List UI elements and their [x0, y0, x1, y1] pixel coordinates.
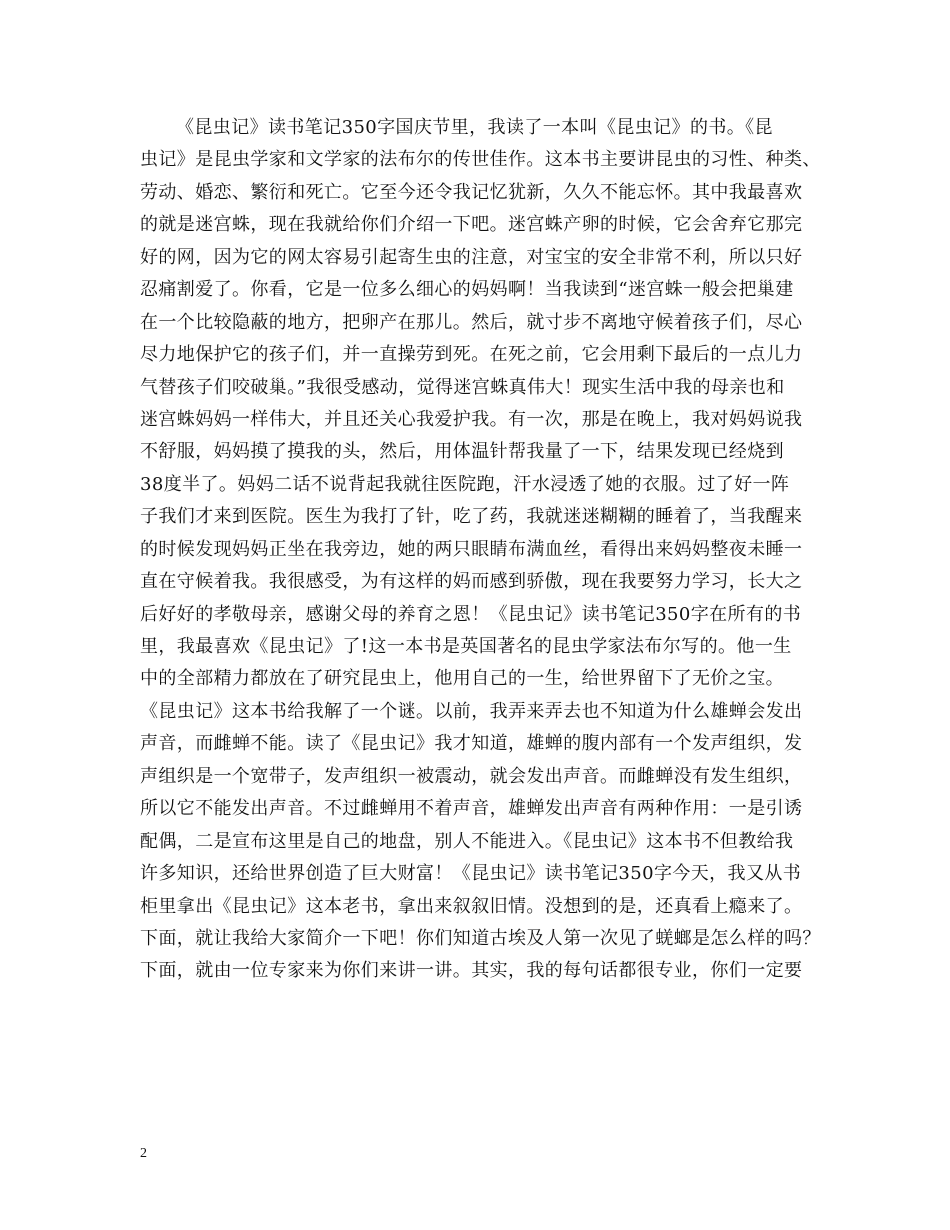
text-line: 《昆虫记》这本书给我解了一个谜。以前，我弄来弄去也不知道为什么雄蝉会发出: [140, 700, 803, 722]
text-line: 气替孩子们咬破巢。”我很受感动，觉得迷宫蛛真伟大！现实生活中我的母亲也和: [140, 376, 785, 398]
text-line: 《昆虫记》读书笔记350字国庆节里，我读了一本叫《昆虫记》的书。《昆: [176, 117, 773, 138]
text-line: 后好好的孝敬母亲，感谢父母的养育之恩！《昆虫记》读书笔记350字在所有的书: [140, 603, 802, 625]
text-line: 的就是迷宫蛛，现在我就给你们介绍一下吧。迷宫蛛产卵的时候，它会舍弃它那完: [140, 214, 803, 236]
text-line: 下面，就由一位专家来为你们来讲一讲。其实，我的每句话都很专业，你们一定要: [140, 960, 803, 982]
text-line: 不舒服，妈妈摸了摸我的头，然后，用体温针帮我量了一下，结果发现已经烧到: [140, 441, 784, 463]
text-line: 配偶，二是宣布这里是自己的地盘，别人不能进入。《昆虫记》这本书不但教给我: [140, 830, 794, 852]
text-line: 忍痛割爱了。你看，它是一位多么细心的妈妈啊！当我读到“迷宫蛛一般会把巢建: [140, 279, 794, 301]
text-line: 迷宫蛛妈妈一样伟大，并且还关心我爱护我。有一次，那是在晚上，我对妈妈说我: [140, 408, 803, 430]
text-line: 尽力地保护它的孩子们，并一直操劳到死。在死之前，它会用剩下最后的一点儿力: [140, 344, 803, 366]
text-line: 许多知识，还给世界创造了巨大财富！《昆虫记》读书笔记350字今天，我又从书: [140, 863, 802, 885]
page-number: 2: [140, 1146, 147, 1161]
text-line: 38度半了。妈妈二话不说背起我就往医院跑，汗水浸透了她的衣服。过了好一阵: [140, 473, 790, 495]
text-line: 好的网，因为它的网太容易引起寄生虫的注意，对宝宝的安全非常不利，所以只好: [140, 246, 803, 268]
text-line: 下面，就让我给大家简介一下吧！你们知道古埃及人第一次见了蜣螂是怎么样的吗？: [140, 927, 821, 949]
text-line: 直在守候着我。我很感受，为有这样的妈而感到骄傲，现在我要努力学习，长大之: [140, 571, 803, 593]
text-line: 声组织是一个宽带子，发声组织一被震动，就会发出声音。而雌蝉没有发生组织，: [140, 765, 803, 787]
text-line: 劳动、婚恋、繁衍和死亡。它至今还令我记忆犹新，久久不能忘怀。其中我最喜欢: [140, 181, 803, 203]
text-line: 的时候发现妈妈正坐在我旁边，她的两只眼睛布满血丝，看得出来妈妈整夜未睡一: [140, 538, 803, 560]
text-line: 所以它不能发出声音。不过雌蝉用不着声音，雄蝉发出声音有两种作用：一是引诱: [140, 798, 803, 820]
text-line: 中的全部精力都放在了研究昆虫上，他用自己的一生，给世界留下了无价之宝。: [140, 668, 784, 690]
text-line: 柜里拿出《昆虫记》这本老书，拿出来叙叙旧情。没想到的是，还真看上瘾来了。: [140, 895, 803, 917]
body-text: [140, 112, 821, 988]
text-line: 虫记》是昆虫学家和文学家的法布尔的传世佳作。这本书主要讲昆虫的习性、种类、: [140, 149, 821, 171]
text-line: 在一个比较隐蔽的地方，把卵产在那儿。然后，就寸步不离地守候着孩子们，尽心: [140, 311, 803, 333]
text-line: 声音，而雌蝉不能。读了《昆虫记》我才知道，雄蝉的腹内部有一个发声组织，发: [140, 733, 803, 755]
text-line: 里，我最喜欢《昆虫记》了!这一本书是英国著名的昆虫学家法布尔写的。他一生: [140, 636, 792, 657]
text-line: 子我们才来到医院。医生为我打了针，吃了药，我就迷迷糊糊的睡着了，当我醒来: [140, 506, 803, 528]
